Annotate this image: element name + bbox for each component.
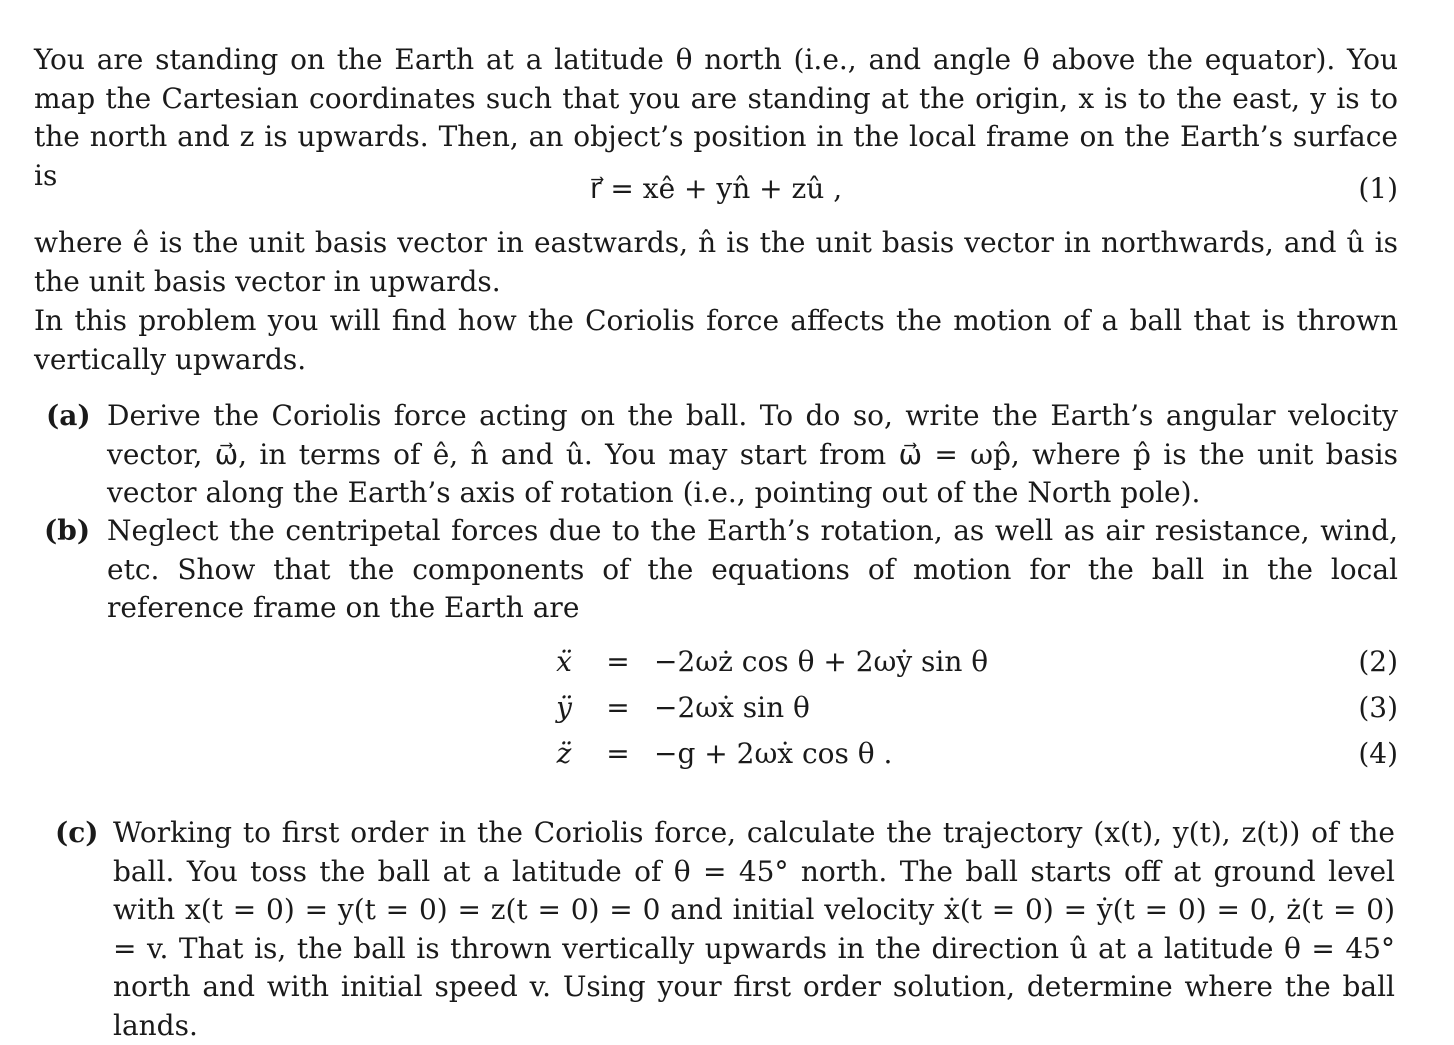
- equation-3-lhs: ÿ: [556, 691, 572, 724]
- equation-2: [34, 643, 1398, 683]
- part-b-text: Neglect the centripetal forces due to the Earth’s rotation, as well as air resistance, wind, etc. Show that the components of the equations of motion for the ball in the local reference frame on the Earth are: [107, 514, 1398, 624]
- equation-3: [34, 689, 1398, 729]
- equation-2-number: (2): [1358, 645, 1398, 678]
- equation-3-rhs: −2ωẋ sin θ: [654, 691, 810, 724]
- equation-2-rhs: −2ωż cos θ + 2ωẏ sin θ: [654, 645, 989, 678]
- part-a-label: (a): [46, 399, 91, 432]
- equation-1-body: r⃗ = xê + yn̂ + zû ,: [590, 172, 843, 205]
- part-a-text: Derive the Coriolis force acting on the ball. To do so, write the Earth’s angular velocity vector, ω⃗, in terms of ê, n̂ and û. You may start from ω⃗ = ωp̂, where p̂ is the unit basis vector along the Earth’s axis of rotation (i.e., pointing out of the North pole).: [107, 399, 1398, 509]
- equation-4-equals: =: [606, 737, 630, 770]
- equation-3-number: (3): [1358, 691, 1398, 724]
- equation-4: [34, 735, 1398, 775]
- equation-4-lhs: z̈: [556, 737, 572, 770]
- equation-3-equals: =: [606, 691, 630, 724]
- part-c-label: (c): [55, 816, 99, 849]
- problem-statement-paragraph: In this problem you will find how the Coriolis force affects the motion of a ball that is thrown vertically upwards.: [34, 304, 1398, 376]
- equation-1: [34, 170, 1398, 210]
- part-c-text: Working to first order in the Coriolis force, calculate the trajectory (x(t), y(t), z(t)) of the ball. You toss the ball at a latitude of θ = 45° north. The ball starts off at ground level with x(t = 0) = y(t = 0) = z(t = 0) = 0 and initial velocity ẋ(t = 0) = ẏ(t = 0) = 0, ż(t = 0) = v. That is, the ball is thrown vertically upwards in the direction û at a latitude θ = 45° north and with initial speed v. Using your first order solution, determine where the ball lands.: [113, 816, 1395, 1042]
- equation-4-number: (4): [1358, 737, 1398, 770]
- basis-vector-paragraph: where ê is the unit basis vector in eastwards, n̂ is the unit basis vector in northwards, and û is the unit basis vector in upwards.: [34, 226, 1398, 298]
- equation-4-rhs: −g + 2ωẋ cos θ .: [654, 737, 893, 770]
- equation-2-equals: =: [606, 645, 630, 678]
- equation-2-lhs: ẍ: [556, 645, 572, 678]
- part-b-label: (b): [44, 514, 91, 547]
- intro-paragraph: You are standing on the Earth at a latitude θ north (i.e., and angle θ above the equator). You map the Cartesian coordinates such that you are standing at the origin, x is to the east, y is to the north and z is upwards. Then, an object’s position in the local frame on the Earth’s surface is: [34, 43, 1398, 192]
- equation-1-number: (1): [1358, 172, 1398, 205]
